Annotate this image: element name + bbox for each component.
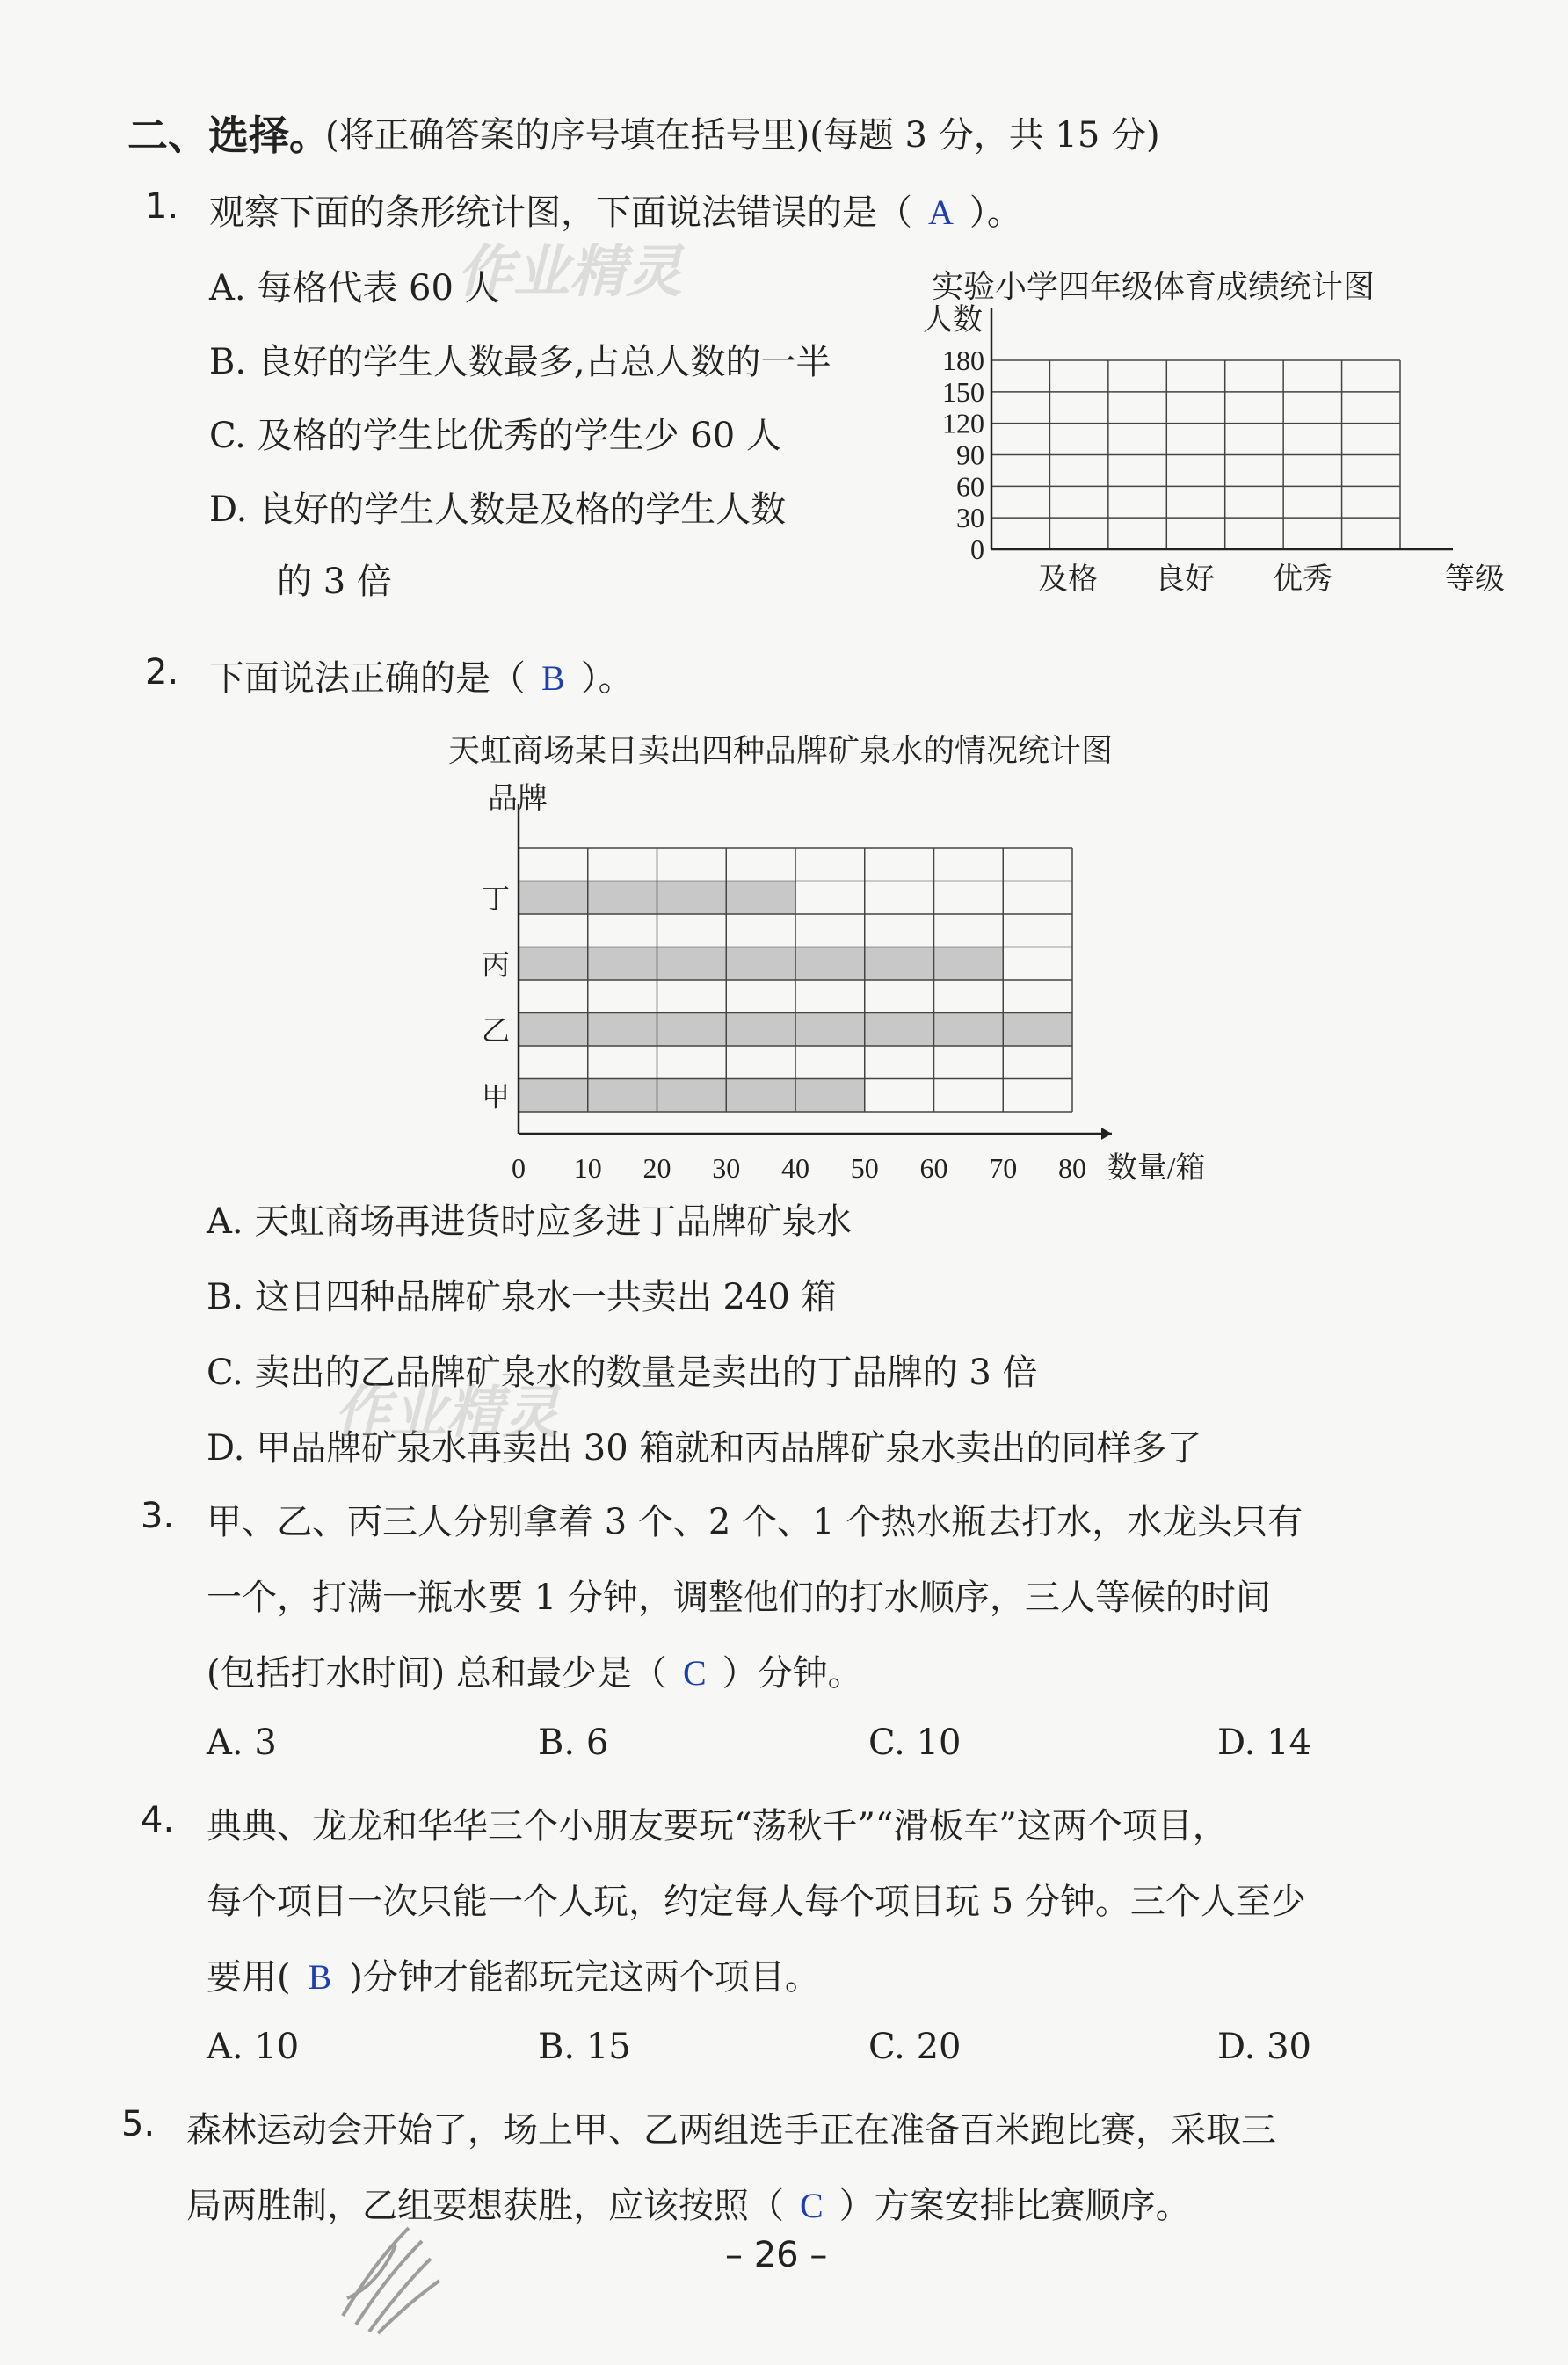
q3-line3-pre: (包括打水时间) 总和最少是（	[207, 1653, 667, 1694]
chart2-x-axis-arrow	[1101, 1128, 1112, 1140]
chart2-xtick-label: 20	[642, 1152, 671, 1184]
chart1-xlabel: 等级	[1445, 563, 1505, 596]
chart2-xlabel: 数量/箱	[1107, 1152, 1206, 1185]
chart1-title: 实验小学四年级体育成绩统计图	[932, 269, 1376, 305]
q4-option-d: D. 30	[1217, 2027, 1311, 2067]
q5-line1: 森林运动会开始了，场上甲、乙两组选手正在准备百米跑比赛，采取三	[186, 2110, 1276, 2151]
q2-option-d: D. 甲品牌矿泉水再卖出 30 箱就和丙品牌矿泉水卖出的同样多了	[207, 1428, 1202, 1469]
q4-line2: 每个项目一次只能一个人玩，约定每人每个项目玩 5 分钟。三个人至少	[207, 1882, 1306, 1922]
chart2-xtick-label: 60	[919, 1152, 948, 1184]
q1-option-d-line2: 的 3 倍	[277, 562, 392, 602]
q3-line3	[207, 1645, 863, 1695]
chart2-xtick-label: 0	[512, 1152, 526, 1184]
chart2-category-label: 丙	[481, 948, 510, 981]
q5-line2-post: ）方案安排比赛顺序。	[838, 2186, 1191, 2226]
q1-answer: A	[928, 192, 954, 232]
q3-option-c: C. 10	[868, 1723, 962, 1763]
chart2-xtick-label: 70	[989, 1152, 1018, 1184]
q4-option-c: C. 20	[868, 2027, 962, 2067]
chart2-svg	[475, 778, 1266, 1185]
q5-answer: C	[800, 2186, 824, 2225]
chart1-svg	[897, 299, 1505, 598]
q2-option-b: B. 这日四种品牌矿泉水一共卖出 240 箱	[207, 1277, 837, 1317]
q3-number: 3.	[141, 1496, 175, 1536]
q1-option-b: B. 良好的学生人数最多,占总人数的一半	[209, 342, 831, 382]
q2-text-post: ）。	[580, 658, 634, 699]
chart1-ytick-label: 90	[956, 439, 984, 471]
q3-answer: C	[682, 1653, 707, 1693]
q3-option-a: A. 3	[207, 1723, 277, 1763]
chart2-category-label: 丁	[481, 882, 510, 915]
chart1-ytick-label: 0	[970, 533, 984, 565]
q1-text-post: ）。	[969, 192, 1022, 233]
q1-option-a: A. 每格代表 60 人	[209, 268, 500, 308]
chart1-ylabel: 人数	[923, 304, 983, 337]
chart2-bar	[519, 1079, 865, 1113]
q3-line1: 甲、乙、丙三人分别拿着 3 个、2 个、1 个热水瓶去打水，水龙头只有	[207, 1502, 1303, 1542]
q1-text-pre: 观察下面的条形统计图，下面说法错误的是（	[209, 192, 912, 233]
q2-option-c: C. 卖出的乙品牌矿泉水的数量是卖出的丁品牌的 3 倍	[207, 1353, 1038, 1393]
chart2-category-label: 甲	[481, 1080, 510, 1113]
chart1-ytick-label: 30	[956, 502, 984, 534]
chart2-category-label: 乙	[481, 1014, 510, 1047]
chart2-xtick-label: 50	[850, 1152, 879, 1184]
ink-smudge	[325, 2210, 457, 2342]
chart1-category-label: 良好	[1155, 563, 1215, 596]
q4-option-b: B. 15	[538, 2027, 631, 2067]
chart2-xtick-label: 10	[573, 1152, 602, 1184]
page-number: – 26 –	[725, 2235, 828, 2275]
q4-answer: B	[308, 1957, 332, 1997]
q2-option-a: A. 天虹商场再进货时应多进丁品牌矿泉水	[207, 1201, 853, 1242]
chart1-ytick-label: 60	[956, 470, 984, 503]
q3-option-b: B. 6	[538, 1723, 609, 1763]
q2-answer: B	[541, 658, 565, 698]
q2-text-pre: 下面说法正确的是（	[209, 658, 526, 699]
q5-number: 5.	[121, 2104, 156, 2144]
chart2-title: 天虹商场某日卖出四种品牌矿泉水的情况统计图	[448, 733, 1114, 769]
chart2-ylabel: 品牌	[488, 783, 548, 816]
q4-line3-post: )分钟才能都玩完这两个项目。	[349, 1957, 820, 1998]
q4-number: 4.	[141, 1800, 175, 1840]
section-title: 二、选择。	[127, 112, 330, 159]
chart1-ytick-label: 180	[942, 345, 984, 376]
q3-line2: 一个，打满一瓶水要 1 分钟，调整他们的打水顺序，三人等候的时间	[207, 1578, 1271, 1618]
chart1-ytick-label: 120	[942, 407, 984, 439]
chart2-xtick-label: 80	[1058, 1152, 1086, 1184]
section-note: (将正确答案的序号填在括号里)(每题 3 分，共 15 分)	[325, 115, 1160, 156]
q2-number: 2.	[145, 652, 179, 693]
q1-option-d: D. 良好的学生人数是及格的学生人数	[209, 490, 787, 530]
chart2-bar	[519, 947, 1003, 981]
q4-line3	[207, 1949, 820, 1999]
q1-option-c: C. 及格的学生比优秀的学生少 60 人	[209, 416, 781, 456]
q3-line3-post: ）分钟。	[722, 1653, 863, 1694]
q2-text	[209, 650, 634, 700]
q4-line3-pre: 要用(	[207, 1957, 291, 1998]
watermark: 作业精灵	[334, 1381, 559, 1446]
chart1-category-label: 及格	[1038, 563, 1098, 596]
watermark: 作业精灵	[457, 240, 682, 305]
chart1-ytick-label: 150	[942, 375, 984, 408]
q4-line1: 典典、龙龙和华华三个小朋友要玩“荡秋千”“滑板车”这两个项目，	[207, 1806, 1228, 1846]
chart1-category-label: 优秀	[1273, 563, 1332, 596]
q3-option-d: D. 14	[1217, 1723, 1311, 1763]
q4-option-a: A. 10	[207, 2027, 300, 2067]
q5-line2-pre: 局两胜制，乙组要想获胜，应该按照（	[186, 2186, 784, 2226]
chart2-xtick-label: 30	[712, 1152, 741, 1184]
q1-number: 1.	[145, 186, 179, 227]
chart2-xtick-label: 40	[781, 1152, 809, 1184]
